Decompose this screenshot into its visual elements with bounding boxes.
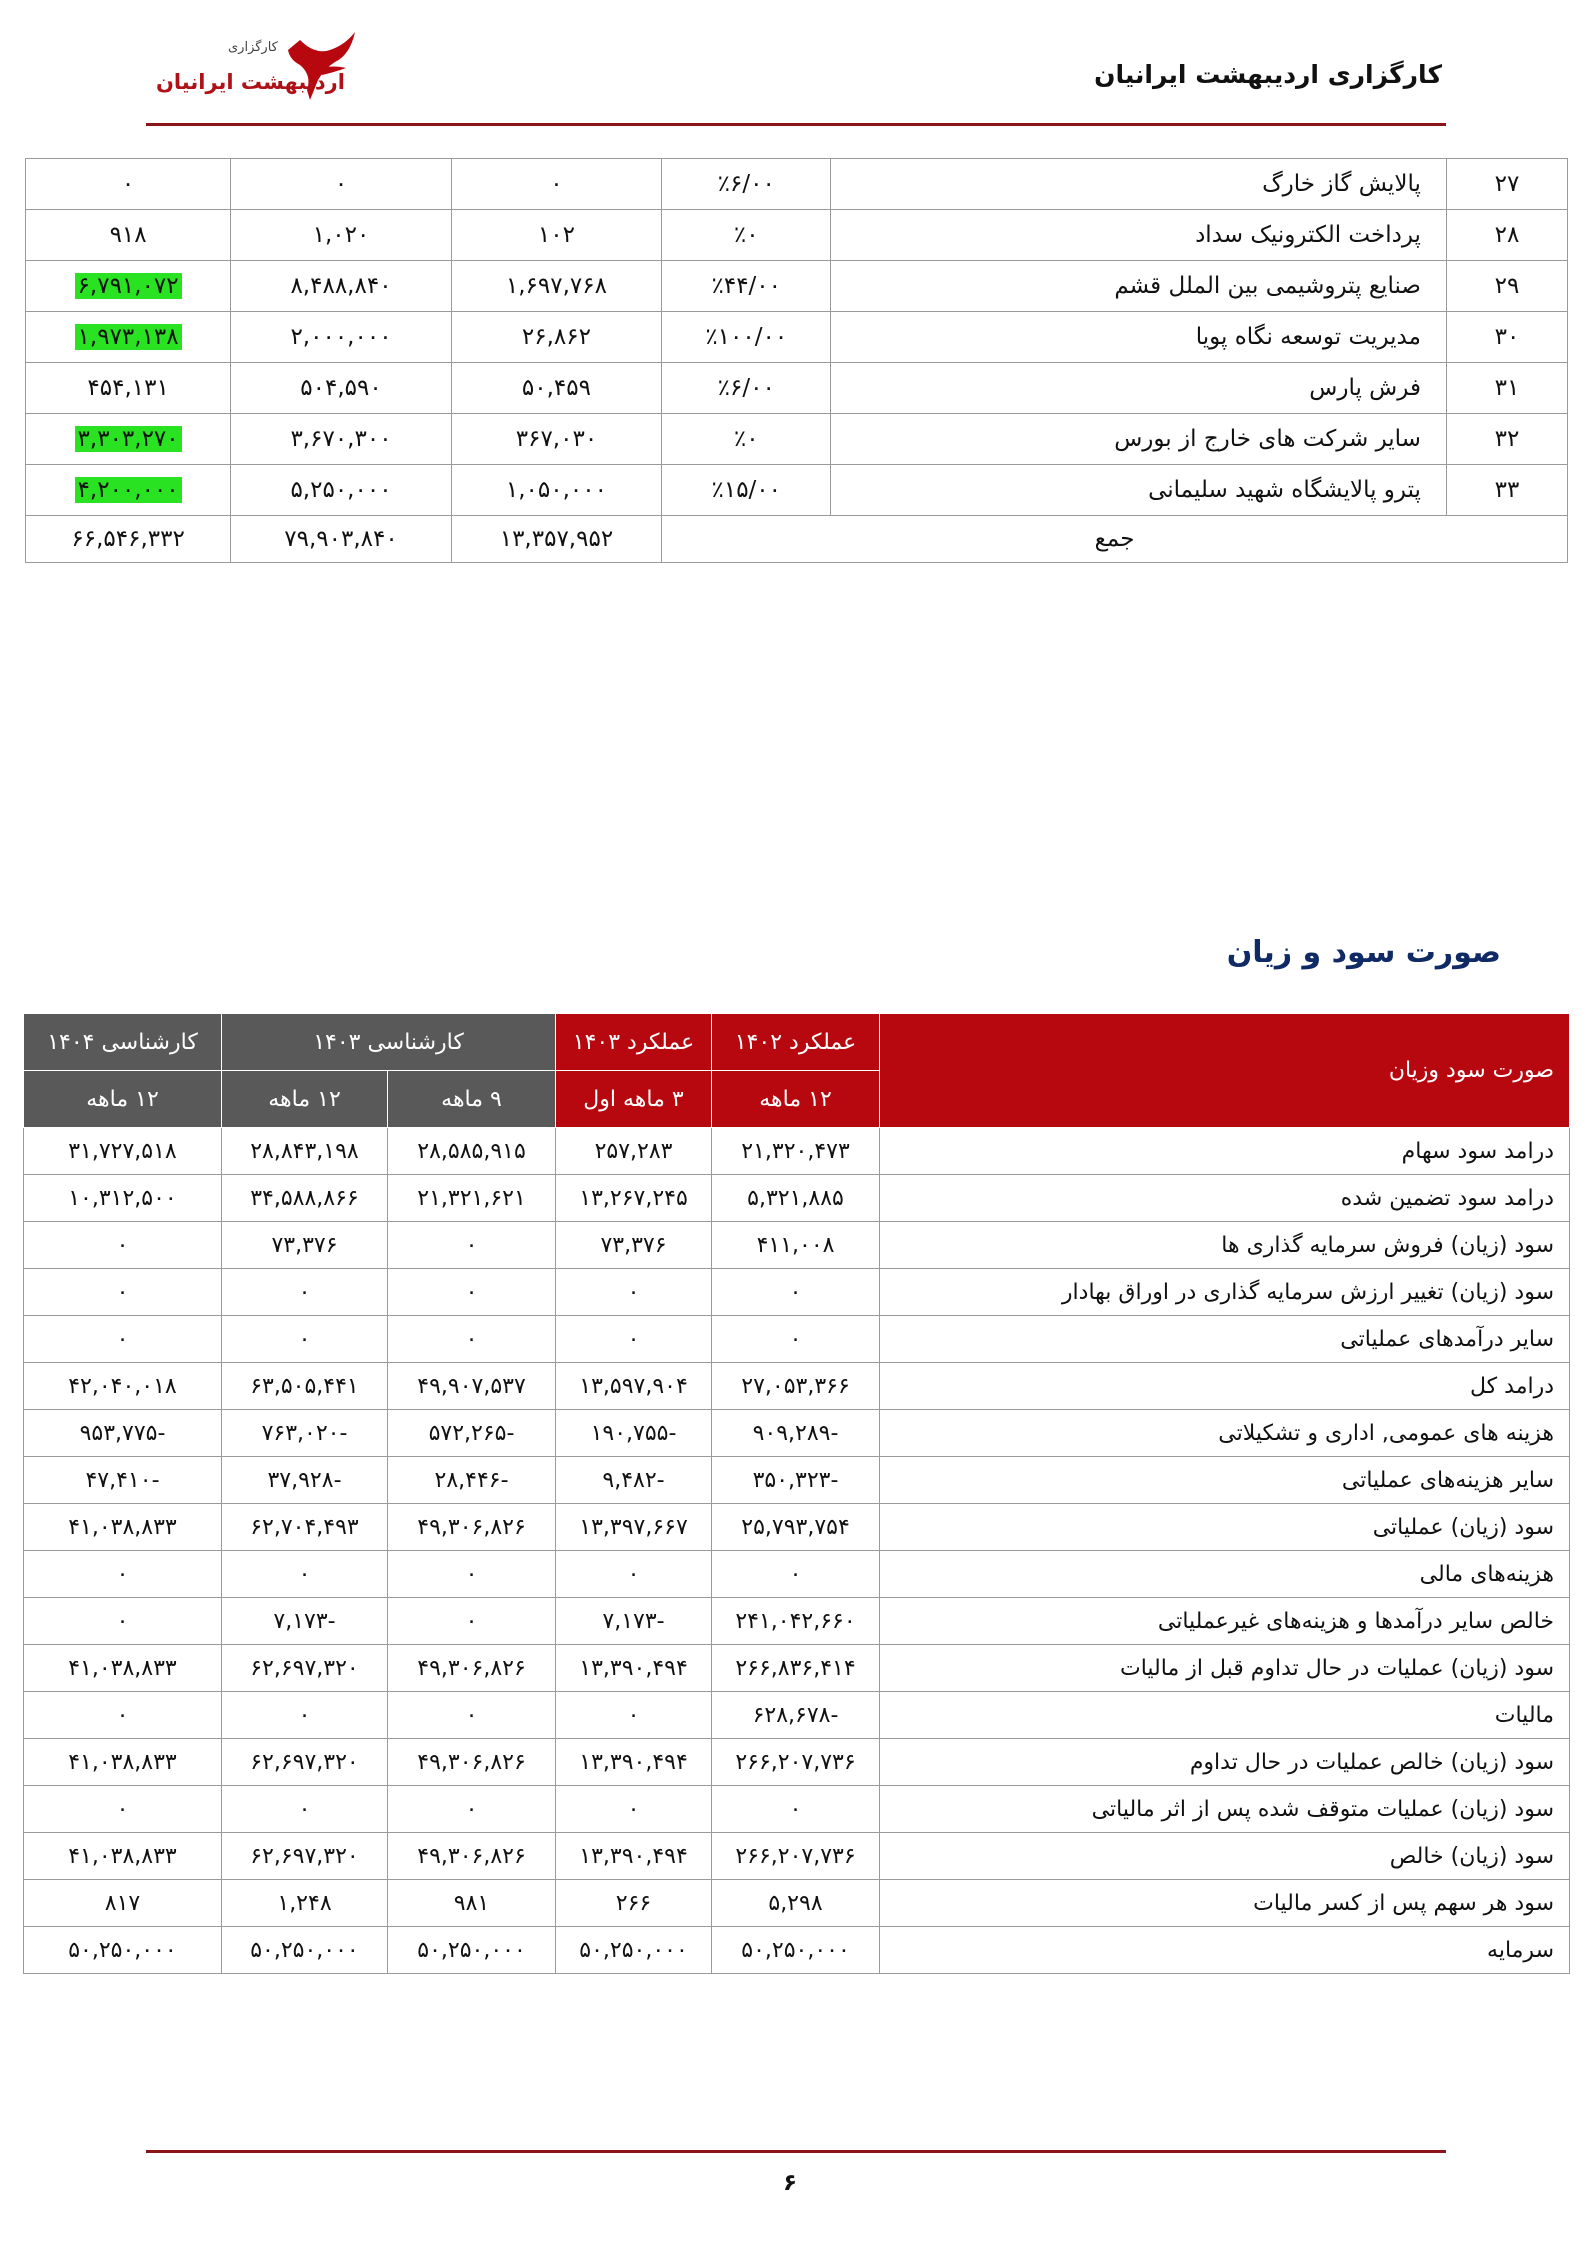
value-cell: -۷,۱۷۳: [222, 1598, 388, 1645]
income-statement-header: صورت سود وزیان: [880, 1014, 1570, 1128]
value-cell: ۶۲,۶۹۷,۳۲۰: [222, 1645, 388, 1692]
ownership-percent: ٪۱۰۰/۰۰: [662, 312, 831, 363]
value-cell: ۶۳,۵۰۵,۴۴۱: [222, 1363, 388, 1410]
value-cell: ۰: [556, 1786, 712, 1833]
value-cell: ۰: [712, 1269, 880, 1316]
line-item-label: سود (زیان) خالص عملیات در حال تداوم: [880, 1739, 1570, 1786]
line-item-label: سود هر سهم پس از کسر مالیات: [880, 1880, 1570, 1927]
logo-wordmark: اردیبهشت ایرانیان: [156, 70, 345, 94]
line-item-label: سود (زیان) عملیات متوقف شده پس از اثر مالیاتی: [880, 1786, 1570, 1833]
value-cell: [26, 363, 231, 414]
value-cell: ۲۶,۸۶۲: [451, 312, 661, 363]
ownership-percent: ٪۶/۰۰: [662, 159, 831, 210]
company-name: سایر شرکت های خارج از بورس: [831, 414, 1447, 465]
table-row: [24, 1833, 1570, 1880]
value-cell: -۷۶۳,۰۲۰: [222, 1410, 388, 1457]
table-row: [24, 1457, 1570, 1504]
value-cell: ۰: [24, 1316, 222, 1363]
value-cell: ۷۳,۳۷۶: [222, 1222, 388, 1269]
value-cell: -۵۷۲,۲۶۵: [388, 1410, 556, 1457]
ownership-percent: ٪۱۵/۰۰: [662, 465, 831, 516]
value-cell: ۰: [712, 1786, 880, 1833]
value-cell: ۲۶۶,۲۰۷,۷۳۶: [712, 1833, 880, 1880]
value-cell: ۰: [556, 1269, 712, 1316]
value-cell: ۰: [24, 1598, 222, 1645]
highlighted-value: ۱,۹۷۳,۱۳۸: [75, 324, 182, 350]
ownership-percent: ٪۰: [662, 414, 831, 465]
value-cell: [26, 261, 231, 312]
highlighted-value: ۶,۷۹۱,۰۷۲: [75, 273, 182, 299]
period-header: ۱۲ ماهه: [24, 1071, 222, 1128]
value-cell: ۵۰,۲۵۰,۰۰۰: [24, 1927, 222, 1974]
line-item-label: سود (زیان) فروش سرمایه گذاری ها: [880, 1222, 1570, 1269]
value-cell: ۱۳,۲۶۷,۲۴۵: [556, 1175, 712, 1222]
value-cell: ۰: [388, 1692, 556, 1739]
period-header: ۱۲ ماهه: [712, 1071, 880, 1128]
value-cell: ۴۹,۳۰۶,۸۲۶: [388, 1645, 556, 1692]
value-text: ۹۱۸: [109, 222, 147, 248]
value-cell: ۱۳,۳۹۰,۴۹۴: [556, 1645, 712, 1692]
value-cell: ۵۰,۲۵۰,۰۰۰: [712, 1927, 880, 1974]
value-cell: ۲۴۱,۰۴۲,۶۶۰: [712, 1598, 880, 1645]
logo-caption: کارگزاری: [228, 40, 278, 55]
total-value: ۷۹,۹۰۳,۸۴۰: [231, 516, 452, 563]
ownership-percent: ٪۶/۰۰: [662, 363, 831, 414]
table-row: [24, 1739, 1570, 1786]
line-item-label: هزینه‌های مالی: [880, 1551, 1570, 1598]
value-cell: ۴۹,۹۰۷,۵۳۷: [388, 1363, 556, 1410]
value-cell: ۲۱,۳۲۱,۶۲۱: [388, 1175, 556, 1222]
value-cell: ۴۱,۰۳۸,۸۳۳: [24, 1739, 222, 1786]
value-cell: -۹۰۹,۲۸۹: [712, 1410, 880, 1457]
line-item-label: مالیات: [880, 1692, 1570, 1739]
value-cell: ۲,۰۰۰,۰۰۰: [231, 312, 452, 363]
value-cell: ۰: [712, 1551, 880, 1598]
value-cell: ۱,۰۲۰: [231, 210, 452, 261]
value-cell: ۰: [24, 1551, 222, 1598]
line-item-label: سود (زیان) خالص: [880, 1833, 1570, 1880]
group-header: عملکرد ۱۴۰۳: [556, 1014, 712, 1071]
value-cell: ۲۵,۷۹۳,۷۵۴: [712, 1504, 880, 1551]
value-cell: ۰: [388, 1316, 556, 1363]
row-number: ۲۹: [1446, 261, 1567, 312]
value-cell: -۹,۴۸۲: [556, 1457, 712, 1504]
group-header: کارشناسی ۱۴۰۴: [24, 1014, 222, 1071]
line-item-label: سایر هزینه‌های عملیاتی: [880, 1457, 1570, 1504]
value-cell: ۰: [388, 1786, 556, 1833]
value-cell: ۱۰۲: [451, 210, 661, 261]
total-value: ۶۶,۵۴۶,۳۳۲: [26, 516, 231, 563]
value-cell: ۰: [222, 1316, 388, 1363]
value-cell: ۵۰۴,۵۹۰: [231, 363, 452, 414]
total-value: ۱۳,۳۵۷,۹۵۲: [451, 516, 661, 563]
value-cell: ۵,۳۲۱,۸۸۵: [712, 1175, 880, 1222]
value-cell: ۰: [24, 1222, 222, 1269]
table-row: [24, 1269, 1570, 1316]
value-text: ۰: [121, 171, 135, 197]
table-row: [24, 1175, 1570, 1222]
value-cell: ۵۰,۲۵۰,۰۰۰: [556, 1927, 712, 1974]
table-row: [26, 159, 1568, 210]
table-row: [24, 1692, 1570, 1739]
value-cell: ۴۱۱,۰۰۸: [712, 1222, 880, 1269]
table-row: [24, 1880, 1570, 1927]
value-cell: ۰: [556, 1692, 712, 1739]
value-cell: ۳۶۷,۰۳۰: [451, 414, 661, 465]
table-row: [26, 363, 1568, 414]
value-cell: [26, 414, 231, 465]
value-cell: ۱۳,۳۹۰,۴۹۴: [556, 1833, 712, 1880]
table-row: [24, 1598, 1570, 1645]
company-name: پرداخت الکترونیک سداد: [831, 210, 1447, 261]
value-cell: -۳۵۰,۳۲۳: [712, 1457, 880, 1504]
value-cell: ۰: [24, 1692, 222, 1739]
value-cell: ۸۱۷: [24, 1880, 222, 1927]
company-title: کارگزاری اردیبهشت ایرانیان: [1094, 60, 1442, 89]
value-cell: ۱۳,۵۹۷,۹۰۴: [556, 1363, 712, 1410]
value-cell: ۰: [222, 1269, 388, 1316]
value-cell: ۹۸۱: [388, 1880, 556, 1927]
value-cell: ۵۰,۲۵۰,۰۰۰: [388, 1927, 556, 1974]
line-item-label: سود (زیان) تغییر ارزش سرمایه گذاری در اوراق بهادار: [880, 1269, 1570, 1316]
value-cell: ۰: [556, 1316, 712, 1363]
value-cell: -۹۵۳,۷۷۵: [24, 1410, 222, 1457]
value-cell: ۲۶۶,۲۰۷,۷۳۶: [712, 1739, 880, 1786]
row-number: ۲۷: [1446, 159, 1567, 210]
highlighted-value: ۳,۳۰۳,۲۷۰: [75, 426, 182, 452]
line-item-label: درامد سود تضمین شده: [880, 1175, 1570, 1222]
value-cell: ۴۲,۰۴۰,۰۱۸: [24, 1363, 222, 1410]
table-row: [24, 1504, 1570, 1551]
value-cell: ۵۰,۴۵۹: [451, 363, 661, 414]
value-text: ۴۵۴,۱۳۱: [87, 375, 169, 401]
table-row: [24, 1786, 1570, 1833]
value-cell: [26, 465, 231, 516]
highlighted-value: ۴,۲۰۰,۰۰۰: [75, 477, 182, 503]
section-title: صورت سود و زیان: [1226, 935, 1501, 970]
value-cell: ۸,۴۸۸,۸۴۰: [231, 261, 452, 312]
table-row: [26, 414, 1568, 465]
value-cell: -۲۸,۴۴۶: [388, 1457, 556, 1504]
total-label: جمع: [662, 516, 1568, 563]
value-cell: ۱,۲۴۸: [222, 1880, 388, 1927]
value-cell: ۰: [24, 1786, 222, 1833]
value-cell: ۰: [222, 1692, 388, 1739]
row-number: ۳۳: [1446, 465, 1567, 516]
value-cell: ۶۲,۶۹۷,۳۲۰: [222, 1739, 388, 1786]
table-row: [24, 1316, 1570, 1363]
income-statement-table: [23, 1013, 1570, 1974]
line-item-label: سود (زیان) عملیات در حال تداوم قبل از مالیات: [880, 1645, 1570, 1692]
value-cell: ۴۱,۰۳۸,۸۳۳: [24, 1833, 222, 1880]
ownership-percent: ٪۰: [662, 210, 831, 261]
value-cell: ۷۳,۳۷۶: [556, 1222, 712, 1269]
value-cell: ۰: [388, 1598, 556, 1645]
value-cell: ۴۱,۰۳۸,۸۳۳: [24, 1645, 222, 1692]
value-cell: -۱۹۰,۷۵۵: [556, 1410, 712, 1457]
value-cell: ۰: [556, 1551, 712, 1598]
table-row: [24, 1410, 1570, 1457]
value-cell: ۴۹,۳۰۶,۸۲۶: [388, 1833, 556, 1880]
value-cell: ۲۵۷,۲۸۳: [556, 1128, 712, 1175]
value-cell: ۴۱,۰۳۸,۸۳۳: [24, 1504, 222, 1551]
page-header: [0, 0, 1587, 130]
value-cell: [26, 210, 231, 261]
table-row: [24, 1645, 1570, 1692]
value-cell: ۱,۰۵۰,۰۰۰: [451, 465, 661, 516]
value-cell: -۴۷,۴۱۰: [24, 1457, 222, 1504]
value-cell: ۰: [388, 1222, 556, 1269]
value-cell: ۲۶۶,۸۳۶,۴۱۴: [712, 1645, 880, 1692]
value-cell: ۵,۲۵۰,۰۰۰: [231, 465, 452, 516]
value-cell: -۳۷,۹۲۸: [222, 1457, 388, 1504]
period-header: ۳ ماهه اول: [556, 1071, 712, 1128]
group-header: عملکرد ۱۴۰۲: [712, 1014, 880, 1071]
value-cell: [26, 159, 231, 210]
line-item-label: سود (زیان) عملیاتی: [880, 1504, 1570, 1551]
table-row: [26, 261, 1568, 312]
table-row: [24, 1222, 1570, 1269]
company-name: مدیریت توسعه نگاه پویا: [831, 312, 1447, 363]
line-item-label: درامد سود سهام: [880, 1128, 1570, 1175]
value-cell: ۱۳,۳۹۰,۴۹۴: [556, 1739, 712, 1786]
value-cell: ۲۷,۰۵۳,۳۶۶: [712, 1363, 880, 1410]
value-cell: ۰: [24, 1269, 222, 1316]
company-logo: [150, 20, 365, 110]
page-number: ۶: [783, 2170, 798, 2196]
value-cell: ۴۹,۳۰۶,۸۲۶: [388, 1504, 556, 1551]
table-row: [26, 465, 1568, 516]
table-row: [26, 312, 1568, 363]
line-item-label: درامد کل: [880, 1363, 1570, 1410]
value-cell: ۰: [222, 1551, 388, 1598]
row-number: ۲۸: [1446, 210, 1567, 261]
period-header: ۹ ماهه: [388, 1071, 556, 1128]
value-cell: ۲۸,۸۴۳,۱۹۸: [222, 1128, 388, 1175]
line-item-label: خالص سایر درآمدها و هزینه‌های غیرعملیاتی: [880, 1598, 1570, 1645]
ownership-percent: ٪۴۴/۰۰: [662, 261, 831, 312]
table-row: [24, 1363, 1570, 1410]
value-cell: ۱۰,۳۱۲,۵۰۰: [24, 1175, 222, 1222]
value-cell: ۶۲,۷۰۴,۴۹۳: [222, 1504, 388, 1551]
row-number: ۳۲: [1446, 414, 1567, 465]
table-row: [24, 1927, 1570, 1974]
line-item-label: سرمایه: [880, 1927, 1570, 1974]
value-cell: ۰: [231, 159, 452, 210]
row-number: ۳۰: [1446, 312, 1567, 363]
value-cell: ۱۳,۳۹۷,۶۶۷: [556, 1504, 712, 1551]
value-cell: ۱,۶۹۷,۷۶۸: [451, 261, 661, 312]
company-name: پترو پالایشگاه شهید سلیمانی: [831, 465, 1447, 516]
footer-divider: [146, 2150, 1446, 2153]
value-cell: -۷,۱۷۳: [556, 1598, 712, 1645]
row-number: ۳۱: [1446, 363, 1567, 414]
value-cell: ۵,۲۹۸: [712, 1880, 880, 1927]
company-name: فرش پارس: [831, 363, 1447, 414]
period-header: ۱۲ ماهه: [222, 1071, 388, 1128]
total-row: [26, 516, 1568, 563]
value-cell: ۰: [222, 1786, 388, 1833]
value-cell: ۰: [451, 159, 661, 210]
value-cell: ۰: [388, 1269, 556, 1316]
holdings-table: [25, 158, 1568, 563]
value-cell: ۳,۶۷۰,۳۰۰: [231, 414, 452, 465]
value-cell: ۵۰,۲۵۰,۰۰۰: [222, 1927, 388, 1974]
header-divider: [146, 123, 1446, 126]
value-cell: ۴۹,۳۰۶,۸۲۶: [388, 1739, 556, 1786]
group-header: کارشناسی ۱۴۰۳: [222, 1014, 556, 1071]
company-name: پالایش گاز خارگ: [831, 159, 1447, 210]
value-cell: ۲۶۶: [556, 1880, 712, 1927]
table-row: [24, 1551, 1570, 1598]
line-item-label: هزینه های عمومی, اداری و تشکیلاتی: [880, 1410, 1570, 1457]
value-cell: ۶۲,۶۹۷,۳۲۰: [222, 1833, 388, 1880]
value-cell: ۰: [388, 1551, 556, 1598]
bull-horns-icon: [150, 20, 365, 110]
value-cell: ۳۱,۷۲۷,۵۱۸: [24, 1128, 222, 1175]
value-cell: [26, 312, 231, 363]
value-cell: ۳۴,۵۸۸,۸۶۶: [222, 1175, 388, 1222]
table-row: [24, 1128, 1570, 1175]
company-name: صنایع پتروشیمی بین الملل قشم: [831, 261, 1447, 312]
line-item-label: سایر درآمدهای عملیاتی: [880, 1316, 1570, 1363]
value-cell: ۲۱,۳۲۰,۴۷۳: [712, 1128, 880, 1175]
value-cell: -۶۲۸,۶۷۸: [712, 1692, 880, 1739]
value-cell: ۲۸,۵۸۵,۹۱۵: [388, 1128, 556, 1175]
value-cell: ۰: [712, 1316, 880, 1363]
table-row: [26, 210, 1568, 261]
